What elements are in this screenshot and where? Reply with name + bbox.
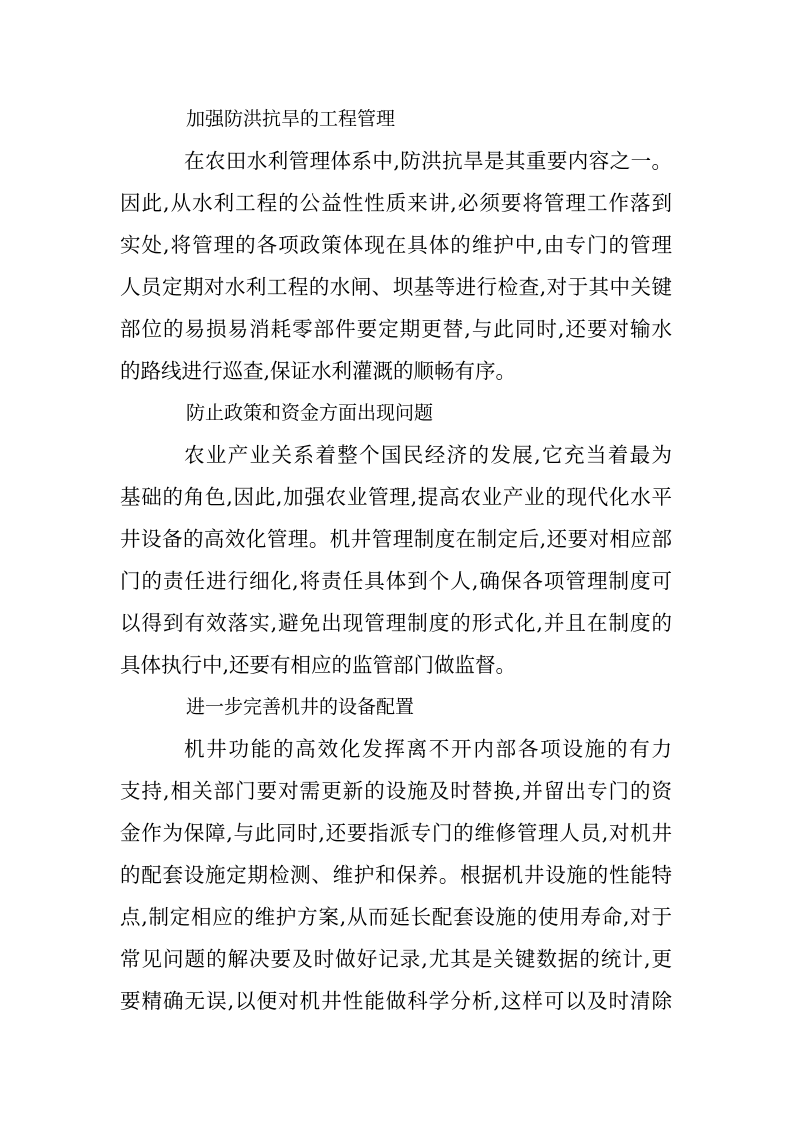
paragraph-line: 井设备的高效化管理。机井管理制度在制定后,还要对相应部	[120, 527, 672, 551]
paragraph-line: 在农田水利管理体系中,防洪抗旱是其重要内容之一。	[184, 149, 672, 173]
paragraph-line: 人员定期对水利工程的水闸、坝基等进行检查,对于其中关键	[120, 275, 672, 299]
paragraph-line: 门的责任进行细化,将责任具体到个人,确保各项管理制度可	[120, 569, 672, 593]
paragraph-line: 常见问题的解决要及时做好记录,尤其是关键数据的统计,更	[120, 947, 672, 971]
paragraph-line: 的路线进行巡查,保证水利灌溉的顺畅有序。	[120, 359, 517, 383]
section-heading-policy-funding: 防止政策和资金方面出现问题	[186, 402, 434, 424]
paragraph-line: 部位的易损易消耗零部件要定期更替,与此同时,还要对输水	[120, 317, 672, 341]
paragraph-line: 基础的角色,因此,加强农业管理,提高农业产业的现代化水平	[120, 485, 672, 509]
paragraph-line: 要精确无误,以便对机井性能做科学分析,这样可以及时清除	[120, 989, 672, 1013]
paragraph-line: 具体执行中,还要有相应的监管部门做监督。	[120, 653, 517, 677]
paragraph-line: 点,制定相应的维护方案,从而延长配套设施的使用寿命,对于	[120, 905, 672, 929]
paragraph-line: 农业产业关系着整个国民经济的发展,它充当着最为	[184, 443, 672, 467]
paragraph-line: 的配套设施定期检测、维护和保养。根据机井设施的性能特	[120, 863, 672, 887]
paragraph-line: 金作为保障,与此同时,还要指派专门的维修管理人员,对机井	[120, 821, 672, 845]
paragraph-line: 机井功能的高效化发挥离不开内部各项设施的有力	[184, 737, 672, 761]
paragraph-line: 以得到有效落实,避免出现管理制度的形式化,并且在制度的	[120, 611, 672, 635]
paragraph-line: 实处,将管理的各项政策体现在具体的维护中,由专门的管理	[120, 233, 672, 257]
section-heading-equipment: 进一步完善机井的设备配置	[186, 696, 415, 718]
paragraph-line: 支持,相关部门要对需更新的设施及时替换,并留出专门的资	[120, 779, 672, 803]
paragraph-line: 因此,从水利工程的公益性性质来讲,必须要将管理工作落到	[120, 191, 672, 215]
section-heading-flood-control: 加强防洪抗旱的工程管理	[186, 108, 396, 130]
